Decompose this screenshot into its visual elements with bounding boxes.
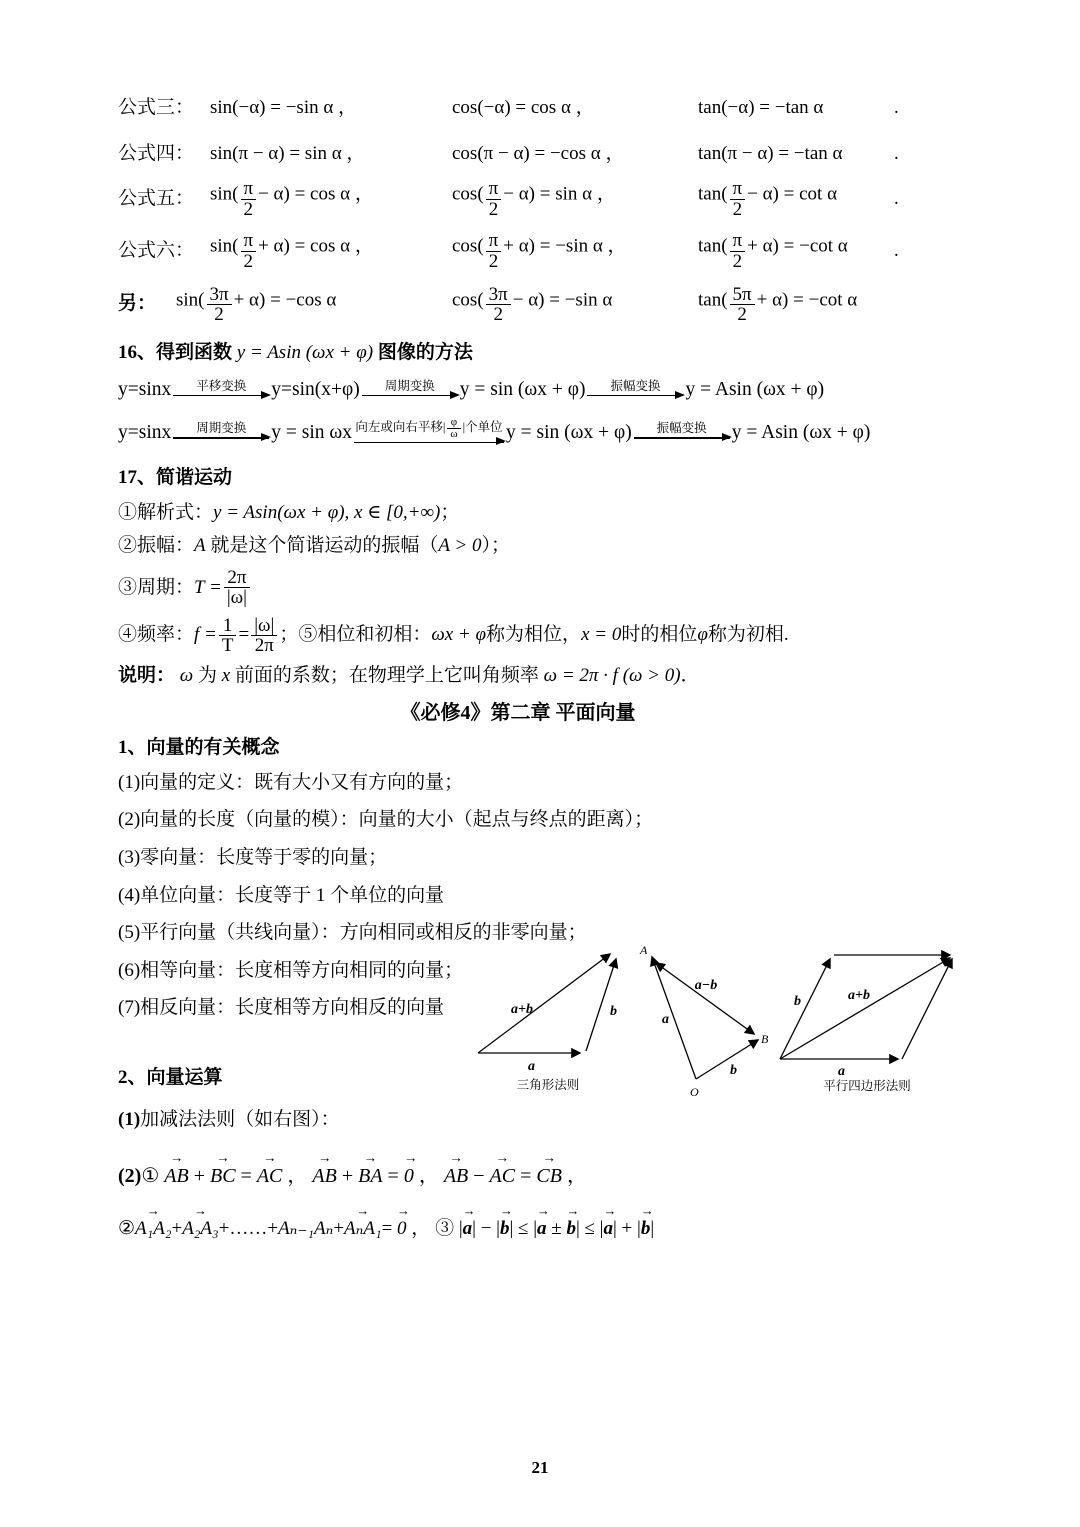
shm-item-2: ②振幅：A 就是这个简谐运动的振幅（A > 0）； <box>118 535 510 557</box>
labeled-arrow: 向左或向右平移| $\frac{\varphi}{\omega}$ |个单位 <box>354 417 504 448</box>
triangle-rule-figure <box>470 941 630 1093</box>
labeled-arrow: 振幅变换 <box>587 379 683 402</box>
formula-5-cos: cos( $\frac{\pi}{2}$ − α) = sin α ， <box>452 178 616 220</box>
formula-extra-cos: cos( $\frac{3\pi}{2}$ − α) = −sin α <box>452 283 613 326</box>
fraction: $\frac{5\pi}{2}$ <box>730 285 755 325</box>
labeled-arrow: 周期变换 <box>173 421 269 444</box>
chain1-step1: y=sin(x+φ) <box>271 379 360 401</box>
formula-3-row <box>118 96 918 121</box>
arrow-line <box>354 442 504 443</box>
formula-3-tan: tan(−α) = −tan α <box>698 97 824 118</box>
fraction: $\frac{|\omega|}{2\pi}$ <box>251 616 277 656</box>
formula-6-sin: sin( $\frac{\pi}{2}$ + α) = cos α ， <box>210 230 374 272</box>
zero-vector: → 0 <box>404 1163 414 1189</box>
labeled-arrow: 振幅变换 <box>634 421 730 444</box>
vector-AnA1: → AₙA₁ <box>344 1217 382 1242</box>
chapter-heading: 《必修4》第二章 平面向量 <box>400 702 636 725</box>
chain2-step3: y = Asin (ωx + φ) <box>731 421 871 443</box>
page-content <box>118 96 918 1242</box>
formula-extra-tan: tan( $\frac{5\pi}{2}$ + α) = −cot α <box>698 283 858 326</box>
label-b: b <box>730 1062 737 1078</box>
vector-AB: → AB <box>312 1163 336 1189</box>
vector-a: → a <box>537 1217 547 1242</box>
vector-AB: → AB <box>164 1163 188 1189</box>
chain2-step1: y = sin ωx <box>271 421 352 443</box>
triangle-rule-caption: 三角形法则 <box>516 1077 580 1092</box>
fraction: $\frac{\pi}{2}$ <box>486 231 502 271</box>
formula-4-sin: sin(π − α) = sin α ， <box>210 142 366 164</box>
formula-5-sin: sin( $\frac{\pi}{2}$ − α) = cos α ， <box>210 178 374 220</box>
vector-AC: → AC <box>490 1163 516 1189</box>
label-a: a <box>838 1063 845 1079</box>
vector-def-2: (2)向量的长度（向量的模）：向量的大小（起点与终点的距离）； <box>118 809 654 831</box>
formula-6-label: 公式六： <box>118 239 195 261</box>
op-rule-2: (2)① → AB + → BC = → AC ， → AB + → BA = → 0 ， → AB − → AC = → CB ， <box>118 1149 918 1189</box>
vector-def-5: (5)平行向量（共线向量）：方向相同或相反的非零向量； <box>118 922 587 944</box>
shm-note: 说明： ω 为 x 前面的系数；在物理学上它叫角频率 ω = 2π · f (ω > 0)． <box>118 664 700 686</box>
vector-a: → a <box>463 1217 473 1242</box>
vector-def-6: (6)相等向量：长度相等方向相同的向量； <box>118 959 464 981</box>
section-16-heading: 16、得到函数 y = Asin (ωx + φ) 图像的方法 <box>118 341 473 363</box>
formula-6-tan: tan( $\frac{\pi}{2}$ + α) = −cot α <box>698 230 848 272</box>
labeled-arrow: 周期变换 <box>362 379 458 402</box>
point-O-label: O <box>690 1084 699 1099</box>
fraction: $\frac{\pi}{2}$ <box>730 179 746 219</box>
formula-4-period: . <box>894 142 899 164</box>
vector-def-1: (1)向量的定义：既有大小又有方向的量； <box>118 771 464 793</box>
page-number: 21 <box>531 1458 549 1477</box>
label-b: b <box>610 1003 617 1019</box>
fraction: $\frac{3\pi}{2}$ <box>486 285 511 325</box>
fraction: $\frac{\pi}{2}$ <box>486 179 502 219</box>
vector-A2A3: → A₂A₃ <box>182 1217 218 1242</box>
fraction: $\frac{\varphi}{\omega}$ <box>447 417 460 440</box>
arrow-line <box>173 437 269 438</box>
formula-4-label: 公式四： <box>118 142 195 164</box>
formula-extra-row <box>118 285 918 325</box>
vector-a: → a <box>604 1217 614 1242</box>
arrow-line <box>634 437 730 438</box>
vector-def-7: (7)相反向量：长度相等方向相反的向量 <box>118 997 445 1019</box>
formula-4-cos: cos(π − α) = −cos α ， <box>452 142 625 164</box>
fraction: $\frac{\pi}{2}$ <box>241 179 257 219</box>
vector-AB: → AB <box>444 1163 468 1189</box>
label-a-minus-b: a−b <box>694 977 718 993</box>
formula-5-row <box>118 179 918 219</box>
arrow-line <box>587 395 683 396</box>
zero-vector: → 0 <box>397 1217 407 1242</box>
point-B-label: B <box>761 1031 769 1046</box>
vector-def-4: (4)单位向量：长度等于 1 个单位的向量 <box>118 884 445 906</box>
transform-chain-2 <box>118 417 918 448</box>
labeled-arrow: 平移变换 <box>173 379 269 402</box>
formula-6-row <box>118 231 918 271</box>
fraction: $\frac{\pi}{2}$ <box>241 231 257 271</box>
section-17-heading: 17、简谐运动 <box>118 466 233 488</box>
vector-BC: → BC <box>210 1163 236 1189</box>
formula-5-period: . <box>894 187 899 209</box>
fraction: $\frac{\pi}{2}$ <box>730 231 746 271</box>
vector-operations-heading: 2、向量运算 <box>118 1066 223 1088</box>
chain1-start: y=sinx <box>118 379 172 401</box>
shm-item-3: ③周期： T = $\frac{2\pi}{|\omega|}$ <box>118 568 918 608</box>
transform-chain-1 <box>118 377 918 402</box>
formula-5-label: 公式五： <box>118 187 195 209</box>
formula-5-tan: tan( $\frac{\pi}{2}$ − α) = cot α <box>698 178 838 220</box>
fraction: $\frac{2\pi}{|\omega|}$ <box>224 568 250 608</box>
label-b: b <box>794 993 801 1009</box>
term-An-1An: Aₙ₋₁Aₙ <box>278 1218 334 1240</box>
vector-b: → b <box>500 1217 510 1242</box>
parallelogram-rule-caption: 平行四边形法则 <box>823 1078 911 1093</box>
vector-b: → b <box>641 1217 651 1242</box>
formula-extra-sin: sin( $\frac{3\pi}{2}$ + α) = −cos α <box>176 283 337 326</box>
label-a-plus-b: a+b <box>511 1001 533 1017</box>
formula-4-row <box>118 142 918 167</box>
fraction: $\frac{3\pi}{2}$ <box>207 285 232 325</box>
shm-item-1: ①解析式：y = Asin(ωx + φ), x ∈ [0,+∞)； <box>118 501 460 523</box>
shm-item-4-5: ④频率： f = $\frac{1}{T}$ = $\frac{|\omega|}{2\pi}$ ； ⑤相位和初相： ωx + φ 称为相位， x = 0 时的相位 φ 称为初相. <box>118 614 789 657</box>
chain1-step3: y = Asin (ωx + φ) <box>685 379 825 401</box>
vector-A1A2: → A₁A₂ <box>135 1217 171 1242</box>
arrow-line <box>173 395 269 396</box>
vector-AC: → AC <box>257 1163 283 1189</box>
arrow-line <box>362 395 458 396</box>
chain2-step2: y = sin (ωx + φ) <box>505 421 632 443</box>
formula-6-period: . <box>894 239 899 261</box>
label-a: a <box>528 1058 535 1074</box>
vector-BA: → BA <box>358 1163 382 1189</box>
vector-ops-section <box>118 942 918 1242</box>
label-a-plus-b: a+b <box>848 987 870 1003</box>
parallelogram-rule-figure <box>772 941 962 1093</box>
op-rule-1: (1)加减法法则（如右图）： <box>118 1109 340 1131</box>
chain2-start: y=sinx <box>118 421 172 443</box>
formula-3-cos: cos(−α) = cos α ， <box>452 97 595 118</box>
op-rule-3: ②→ A₁A₂+→ A₂A₃+……+Aₙ₋₁Aₙ+→ AₙA₁= → 0 ， ③ |→ a| − |→ b| ≤ |→ a ± → b| ≤ |→ a| + |→ b| <box>118 1203 918 1242</box>
vector-def-3: (3)零向量：长度等于零的向量； <box>118 846 388 868</box>
formula-6-cos: cos( $\frac{\pi}{2}$ + α) = −sin α ， <box>452 230 627 272</box>
vector-subtraction-figure <box>632 941 770 1099</box>
vector-b: → b <box>566 1217 576 1242</box>
point-A-label: A <box>640 942 648 957</box>
vector-concepts-heading: 1、向量的有关概念 <box>118 737 280 759</box>
formula-extra-label: 另： <box>118 293 157 315</box>
formula-3-label: 公式三： <box>118 97 195 118</box>
vector-CB: → CB <box>536 1163 562 1189</box>
chain1-step2: y = sin (ωx + φ) <box>459 379 586 401</box>
formula-3-period: . <box>894 97 899 118</box>
formula-4-tan: tan(π − α) = −tan α <box>698 142 843 164</box>
label-a: a <box>662 1011 669 1027</box>
formula-3-sin: sin(−α) = −sin α ， <box>210 97 358 118</box>
fraction: $\frac{1}{T}$ <box>219 616 237 656</box>
vector-figures <box>470 941 922 1099</box>
